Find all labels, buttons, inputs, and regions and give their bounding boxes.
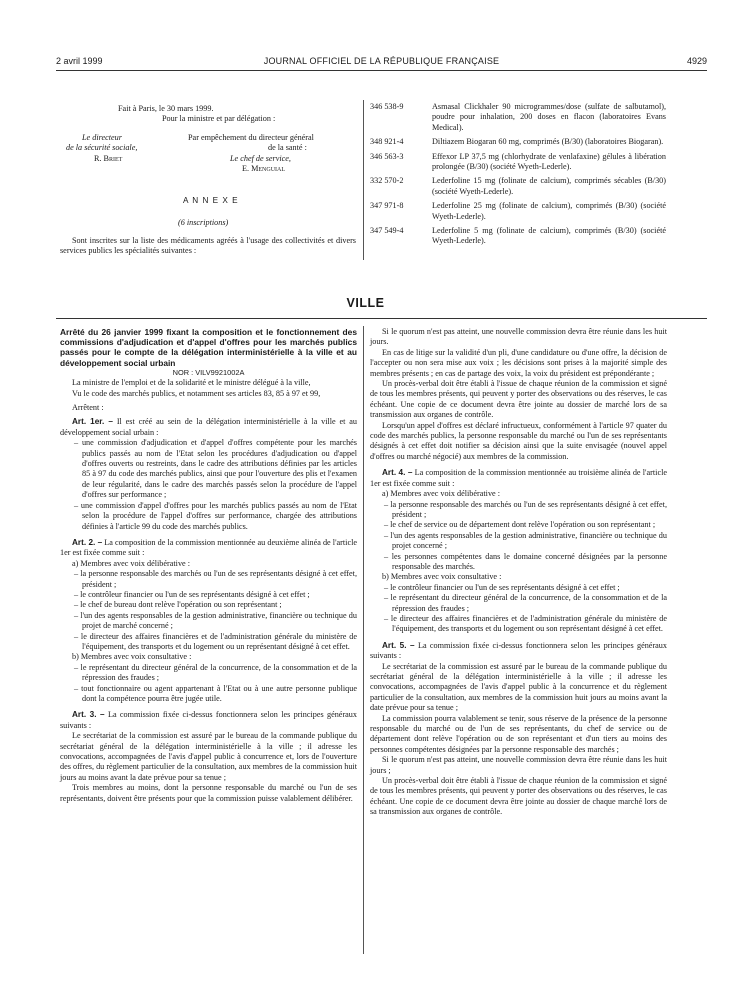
arretent: Arrêtent : bbox=[72, 403, 104, 413]
paragraph: La ministre de l'emploi et de la solidarité et le ministre délégué à la ville, bbox=[72, 378, 311, 388]
column-divider-main bbox=[363, 326, 364, 954]
list-item: – l'un des agents responsables de la gestion administrative, financière ou technique du projet de marché concerné ; bbox=[74, 610, 357, 631]
signature-right-title-3: Le chef de service, bbox=[230, 154, 291, 163]
paragraph: Vu le code des marchés publics, et notamment ses articles 83, 85 à 97 et 99, bbox=[72, 388, 321, 398]
section-title: VILLE bbox=[346, 296, 385, 310]
annexe-intro bbox=[60, 236, 356, 257]
list-item: – le représentant du directeur général de la concurrence, de la consommation et de la répression des fraudes ; bbox=[74, 662, 357, 683]
signature-right-title-2: de la santé : bbox=[268, 143, 307, 152]
right-column bbox=[370, 327, 667, 818]
pour-la-ministre: Pour la ministre et par délégation : bbox=[162, 114, 276, 124]
list-item: – une commission d'adjudication et d'appel d'offres compétente pour les marchés publics passés au nom de l'Etat selon les procédures d'adjudication ou d'appel d'offres ouverts ou restreints, dans le cadre des attributions définies par les articles 85 à 97 du code des marchés publics, ainsi que pour l'ouverture des plis et l'examen de leur régularité, dans le cadre des marchés passés selon la procédure de l'appel d'offres sur performance ; bbox=[74, 438, 357, 500]
signature-right-name: E. Menguial bbox=[242, 164, 286, 173]
signature-right-title-1: Par empêchement du directeur général bbox=[188, 133, 314, 142]
column-divider-top bbox=[363, 100, 364, 260]
article-5 bbox=[370, 641, 667, 662]
paragraph: Trois membres au moins, dont la personne responsable du marché ou l'un de ses représentants, doivent être présents pour que la commission puisse valablement délibérer. bbox=[60, 783, 357, 803]
medicament-text: Asmasal Clickhaler 90 microgrammes/dose (sulfate de salbutamol), poudre pour inhalation, 200 doses en flacon (laboratoires Evans Medical). bbox=[432, 102, 666, 132]
article-5-label: Art. 5. – bbox=[382, 640, 415, 650]
section-rule bbox=[56, 318, 707, 319]
medicament-text: Diltiazem Biogaran 60 mg, comprimés (B/30) (laboratoires Biogaran). bbox=[432, 137, 664, 147]
signature-left-title-2: de la sécurité sociale, bbox=[66, 143, 138, 152]
list-item: – le directeur des affaires financières et de l'administration générale du ministère de l'équipement, des transports et du logement ou un représentant désigné à cet effet. bbox=[74, 631, 357, 651]
list-item: – le directeur des affaires financières et de l'administration générale du ministère de l'équipement, des transports et du logement ou son représentant désigné à cet effet. bbox=[384, 613, 667, 634]
medicament-list bbox=[370, 102, 666, 247]
medicament-code: 346 563-3 bbox=[370, 151, 404, 161]
article-3-text: La commission fixée ci-dessus fonctionnera selon les principes généraux suivants : bbox=[60, 710, 357, 730]
medicament-text: Lederfoline 5 mg (folinate de calcium), comprimés (B/30) (société Wyeth-Lederle). bbox=[432, 226, 666, 246]
subheading: a) Membres avec voix délibérative : bbox=[382, 489, 500, 499]
article-2 bbox=[60, 538, 357, 559]
list-item: – la personne responsable des marchés ou l'un de ses représentants désigné à cet effet, président ; bbox=[384, 499, 667, 519]
article-5-text: La commission fixée ci-dessus fonctionnera selon les principes généraux suivants : bbox=[370, 640, 667, 661]
signature-left-title-1: Le directeur bbox=[82, 133, 122, 142]
article-4 bbox=[370, 468, 667, 489]
left-column bbox=[60, 327, 357, 804]
medicament-item bbox=[370, 102, 666, 133]
paragraph: Le secrétariat de la commission est assuré par le bureau de la commande publique du secrétariat général de la délégation interministérielle à la ville ; il adresse les convocations, accompagnées de l'avis d'appel public à concurrence et, lors de l'ouverture des offres, du règlement particulier de la consultation, aux membres de la commission huit jours au moins avant la date prévue pour sa tenue ; bbox=[60, 731, 357, 782]
list-item: – l'un des agents responsables de la gestion administrative, financière ou technique du projet concerné ; bbox=[384, 530, 667, 551]
subheading: a) Membres avec voix délibérative : bbox=[72, 558, 190, 568]
list-item: – le chef de bureau dont relève l'opération ou son représentant ; bbox=[74, 600, 282, 610]
article-4-text: La composition de la commission mentionnée au troisième alinéa de l'article 1er est fixée comme suit : bbox=[370, 468, 667, 488]
medicament-text: Effexor LP 37,5 mg (chlorhydrate de venlafaxine) gélules à libération prolongée (B/30) (société Wyeth-Lederle). bbox=[432, 151, 666, 172]
list-item: – les personnes compétentes dans le domaine concerné désignées par la personne responsable des marchés. bbox=[384, 551, 667, 571]
list-item: – le contrôleur financier ou l'un de ses représentants désigné à cet effet ; bbox=[74, 589, 310, 599]
article-1 bbox=[60, 417, 357, 438]
decree-title: Arrêté du 26 janvier 1999 fixant la composition et le fonctionnement des commissions d'adjudication et d'appel d'offres pour les marchés publics passés pour le compte de la délégation interministérielle à la ville et au développement social urbain bbox=[60, 327, 357, 368]
medicament-item bbox=[370, 176, 666, 197]
list-item: – le chef de service ou de département dont relève l'opération ou son représentant ; bbox=[384, 520, 656, 530]
medicament-code: 346 538-9 bbox=[370, 102, 404, 111]
medicament-code: 347 549-4 bbox=[370, 226, 404, 236]
medicament-text: Lederfoline 25 mg (folinate de calcium), comprimés (B/30) (société Wyeth-Lederle). bbox=[432, 201, 666, 221]
article-2-label: Art. 2. – bbox=[72, 537, 103, 547]
header-rule bbox=[56, 70, 707, 71]
medicament-item bbox=[370, 137, 666, 147]
subheading: b) Membres avec voix consultative : bbox=[382, 572, 502, 582]
paragraph: Un procès-verbal doit être établi à l'issue de chaque réunion de la commission et signé de tous les membres présents, qui peuvent y porter des observations ou des réserves, le cas échéant. Une copie de ce document devra être jointe au dossier de marché lors de sa transmission aux organes de contrôle. bbox=[370, 379, 667, 420]
medicament-item bbox=[370, 226, 666, 247]
list-item: – le représentant du directeur général de la concurrence, de la consommation et de la répression des fraudes ; bbox=[384, 593, 667, 613]
medicament-code: 347 971-8 bbox=[370, 201, 404, 211]
header-date: 2 avril 1999 bbox=[56, 56, 103, 66]
medicament-code: 348 921-4 bbox=[370, 137, 404, 147]
article-3-label: Art. 3. – bbox=[72, 710, 105, 720]
paragraph: Lorsqu'un appel d'offres est déclaré infructueux, conformément à l'article 97 quater du code des marchés publics, la personne responsable du marché ou l'un de ses représentants désignés à cet effet doit notifier sa décision ainsi que la suite envisagée (nouvel appel d'offres ou marché négocié) aux membres de la commission. bbox=[370, 420, 667, 461]
article-1-label: Art. 1er. – bbox=[72, 417, 113, 427]
top-left-block bbox=[60, 104, 356, 125]
fait-a-paris: Fait à Paris, le 30 mars 1999. bbox=[118, 104, 214, 113]
paragraph: Si le quorum n'est pas atteint, une nouvelle commission devra être réunie dans les huit jours. bbox=[370, 327, 667, 347]
header-journal-title: JOURNAL OFFICIEL DE LA RÉPUBLIQUE FRANÇAISE bbox=[263, 56, 500, 66]
subheading: b) Membres avec voix consultative : bbox=[72, 652, 192, 662]
list-item: – une commission d'appel d'offres pour les marchés publics passés au nom de l'Etat selon la procédure de l'appel d'offres sur performance, chargée des attributions définies à l'article 99 du code des marchés publics. bbox=[74, 500, 357, 531]
list-item: – le contrôleur financier ou l'un de ses représentants désigné à cet effet ; bbox=[384, 582, 620, 592]
medicament-item bbox=[370, 152, 666, 173]
medicament-text: Lederfoline 15 mg (folinate de calcium), comprimés sécables (B/30) (société Wyeth-Lederle). bbox=[432, 176, 666, 196]
annexe-intro-text: Sont inscrites sur la liste des médicaments agréés à l'usage des collectivités et divers services publics les spécialités suivantes : bbox=[60, 236, 356, 256]
signature-left-name: R. Briet bbox=[94, 154, 123, 163]
annexe-inscriptions: (6 inscriptions) bbox=[178, 218, 229, 227]
nor-reference: NOR : VILV9921002A bbox=[172, 367, 245, 377]
paragraph: La commission pourra valablement se tenir, sous réserve de la présence de la personne responsable du marché ou de l'un de ses représentants, du chef de service ou de département dont relève l'opération ou de son représentant et d'un tiers au moins des personnes compétentes désignées par la personne responsable des marchés ; bbox=[370, 713, 667, 754]
paragraph: Si le quorum n'est pas atteint, une nouvelle commission devra être réunie dans les huit jours ; bbox=[370, 755, 667, 775]
medicament-item bbox=[370, 201, 666, 222]
article-3 bbox=[60, 710, 357, 731]
medicament-code: 332 570-2 bbox=[370, 176, 404, 186]
annexe-heading: A N N E X E bbox=[183, 196, 239, 205]
article-2-text: La composition de la commission mentionnée au deuxième alinéa de l'article 1er est fixée comme suit : bbox=[60, 537, 357, 558]
paragraph: Un procès-verbal doit être établi à l'issue de chaque réunion de la commission et signé de tous les membres présents, qui peuvent y porter des observations ou des réserves, le cas échéant. Une copie de ce document devra être jointe au dossier de chaque marché lors de sa transmission aux organes de contrôle. bbox=[370, 776, 667, 817]
paragraph: Le secrétariat de la commission est assuré par le bureau de la commande publique du secrétariat général de la délégation interministérielle à la ville ; il adresse les convocations, accompagnées de l'avis d'appel public à la concurrence et du règlement particulier de la consultation, aux membres de la commission huit jours au moins avant la date prévue pour sa tenue ; bbox=[370, 661, 667, 713]
page-header bbox=[56, 56, 707, 70]
list-item: – la personne responsable des marchés ou l'un de ses représentants désigné à cet effet, président ; bbox=[74, 569, 357, 589]
list-item: – tout fonctionnaire ou agent appartenant à l'Etat ou à une autre personne publique dont la compétence pourra être jugée utile. bbox=[74, 683, 357, 703]
article-1-text: Il est créé au sein de la délégation interministérielle à la ville et au développement social urbain : bbox=[60, 417, 357, 437]
article-4-label: Art. 4. – bbox=[382, 468, 413, 478]
header-page-number: 4929 bbox=[686, 56, 707, 66]
paragraph: En cas de litige sur la validité d'un pli, d'une candidature ou d'une offre, la décision de l'accepter ou non sera mise aux voix ; les décisions sont prises à la majorité simple des membres présents ; en cas de partage des voix, la voix du président est prépondérante ; bbox=[370, 347, 667, 378]
